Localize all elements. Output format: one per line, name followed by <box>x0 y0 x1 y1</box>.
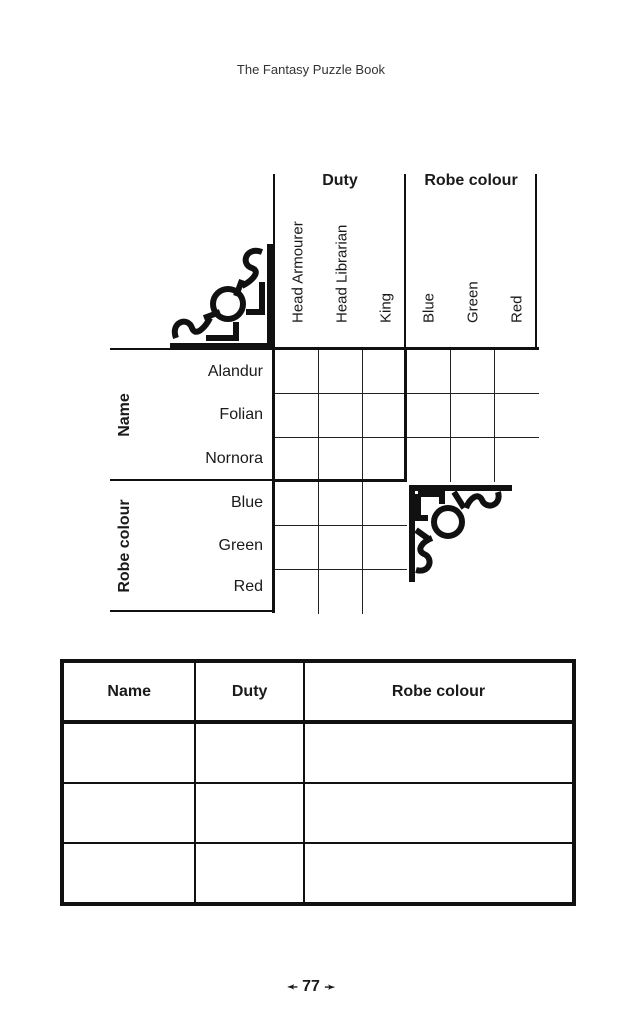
grid-robe-colour-vs-duty <box>272 479 407 613</box>
grid-cell[interactable] <box>495 438 539 482</box>
answer-cell[interactable] <box>304 722 574 783</box>
column-label: King <box>377 292 395 323</box>
column-label: Blue <box>420 292 438 323</box>
side-group-name: Name <box>116 393 133 437</box>
answer-cell[interactable] <box>62 843 195 904</box>
grid-cell[interactable] <box>363 526 407 570</box>
grid-cell[interactable] <box>363 482 407 526</box>
grid-cell[interactable] <box>319 482 363 526</box>
answer-header-robe-colour: Robe colour <box>304 661 574 722</box>
corner-flourish-icon <box>166 242 274 352</box>
grid-cell[interactable] <box>363 394 407 438</box>
grid-cell[interactable] <box>275 350 319 394</box>
answer-cell[interactable] <box>195 843 304 904</box>
grid-cell[interactable] <box>319 526 363 570</box>
grid-cell[interactable] <box>407 350 451 394</box>
grid-name-vs-duty <box>272 347 407 482</box>
answer-row <box>62 843 574 904</box>
answer-cell[interactable] <box>304 783 574 843</box>
grid-cell[interactable] <box>363 570 407 614</box>
grid-cell[interactable] <box>275 438 319 482</box>
running-head: The Fantasy Puzzle Book <box>236 62 386 77</box>
arrow-right-icon: ➛ <box>286 979 298 994</box>
group-header-robe-colour: Robe colour <box>424 172 518 189</box>
answer-row <box>62 722 574 783</box>
column-label: Head Armourer <box>289 221 307 323</box>
row-label: Folian <box>219 406 263 423</box>
grid-cell[interactable] <box>451 350 495 394</box>
grid-cell[interactable] <box>275 526 319 570</box>
column-label: Red <box>508 295 526 323</box>
row-label: Red <box>233 578 263 595</box>
row-label: Green <box>218 537 263 554</box>
grid-cell[interactable] <box>451 438 495 482</box>
arrow-left-icon: ➛ <box>324 980 336 995</box>
grid-cell[interactable] <box>319 350 363 394</box>
answer-cell[interactable] <box>304 843 574 904</box>
grid-cell[interactable] <box>451 394 495 438</box>
grid-cell[interactable] <box>319 570 363 614</box>
grid-cell[interactable] <box>319 394 363 438</box>
grid-cell[interactable] <box>275 570 319 614</box>
row-label: Nornora <box>205 450 263 467</box>
answer-table <box>60 659 576 906</box>
column-label: Head Librarian <box>333 224 351 323</box>
grid-cell[interactable] <box>407 438 451 482</box>
grid-cell[interactable] <box>495 394 539 438</box>
answer-row <box>62 783 574 843</box>
answer-header-name: Name <box>62 661 195 722</box>
grid-cell[interactable] <box>363 350 407 394</box>
page-number <box>0 978 622 996</box>
answer-header-duty: Duty <box>195 661 304 722</box>
answer-cell[interactable] <box>195 722 304 783</box>
page-number-value: 77 <box>302 978 320 995</box>
side-group-robe-colour: Robe colour <box>116 499 133 593</box>
answer-cell[interactable] <box>195 783 304 843</box>
grid-cell[interactable] <box>407 394 451 438</box>
grid-name-vs-robe-colour <box>404 347 539 482</box>
answer-cell[interactable] <box>62 783 195 843</box>
row-label: Alandur <box>207 363 263 380</box>
corner-flourish-icon <box>408 484 516 584</box>
group-header-duty: Duty <box>322 172 358 189</box>
grid-cell[interactable] <box>275 394 319 438</box>
grid-cell[interactable] <box>275 482 319 526</box>
grid-cell[interactable] <box>495 350 539 394</box>
grid-cell[interactable] <box>363 438 407 482</box>
grid-cell[interactable] <box>319 438 363 482</box>
column-label: Green <box>464 281 482 323</box>
row-label: Blue <box>230 494 263 511</box>
answer-cell[interactable] <box>62 722 195 783</box>
